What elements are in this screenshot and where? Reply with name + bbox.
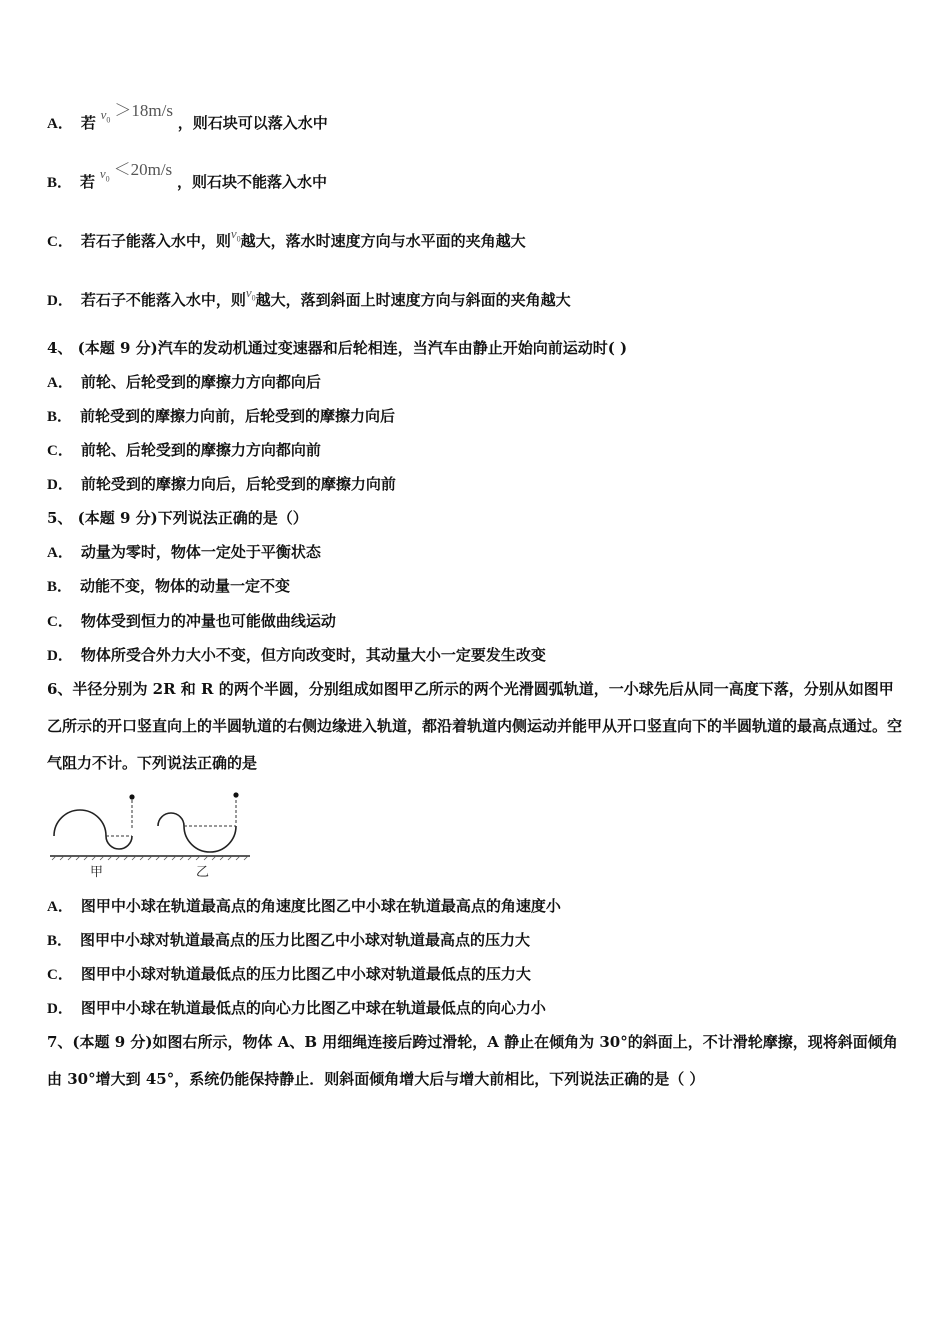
- q4-stem: 4、 (本题 9 分)汽车的发动机通过变速器和后轮相连，当汽车由静止开始向前运动时( ): [47, 339, 628, 357]
- option-label: B．: [47, 933, 73, 949]
- figure-label-yi: 乙: [196, 865, 210, 880]
- option-text: 图甲中小球在轨道最高点的角速度比图乙中小球在轨道最高点的角速度小: [80, 897, 561, 915]
- q6-option-d: [47, 998, 546, 1019]
- q6-option-b: [47, 930, 530, 951]
- option-label: C．: [47, 614, 73, 630]
- option-label: B．: [47, 579, 73, 595]
- q4-option-b: [47, 406, 395, 427]
- option-label: C．: [47, 234, 73, 250]
- option-text: 前轮、后轮受到的摩擦力方向都向后: [80, 373, 321, 391]
- option-text: 前轮、后轮受到的摩擦力方向都向前: [80, 441, 321, 459]
- q4-option-d: [47, 474, 396, 495]
- option-text-post: 越大，落到斜面上时速度方向与斜面的夹角越大: [255, 291, 571, 309]
- option-label: C．: [47, 967, 73, 983]
- q6-track-figure: [48, 788, 253, 880]
- option-text-post: ，则石块可以落入水中: [177, 114, 328, 132]
- option-text: 动能不变，物体的动量一定不变: [80, 577, 291, 595]
- option-text-post: 越大，落水时速度方向与水平面的夹角越大: [240, 232, 526, 250]
- q6-stem: 6、半径分别为 2R 和 R 的两个半圆，分别组成如图甲乙所示的两个光滑圆弧轨道，一小球先后从同一高度下落，分别从如图甲乙所示的开口竖直向上的半圆轨道的右侧边缘进入轨道，都沿着轨道内侧运动并能甲从开口竖直向下的半圆轨道的最高点通过。空气阻力不计。下列说法正确的是: [47, 680, 903, 772]
- option-label: A．: [47, 116, 73, 132]
- q7-stem: 7、(本题 9 分)如图右所示，物体 A、B 用细绳连接后跨过滑轮，A 静止在倾角为 30°的斜面上，不计滑轮摩擦，现将斜面倾角由 30°增大到 45°，系统仍能保持静止．则斜面倾角增大后与增大前相比，下列说法正确的是（ ）: [47, 1033, 898, 1088]
- formula: $v_0$: [245, 285, 256, 303]
- formula: $v_0$: [230, 226, 241, 244]
- q4-option-a: [47, 372, 321, 393]
- q3-option-a: [47, 101, 328, 140]
- option-label: A．: [47, 899, 73, 915]
- option-label: B．: [47, 175, 73, 191]
- track-yi-upper-arc: [158, 813, 184, 826]
- q5-option-c: [47, 611, 336, 632]
- formula: $v_0<20m/s$: [99, 160, 173, 184]
- q4-option-c: [47, 440, 321, 461]
- q5-option-b: [47, 576, 290, 597]
- option-label: A．: [47, 375, 73, 391]
- q6-option-c: [47, 964, 531, 985]
- option-text: 图甲中小球对轨道最高点的压力比图乙中小球对轨道最高点的压力大: [80, 931, 531, 949]
- q5-option-d: [47, 645, 546, 666]
- q5-stem: 5、 (本题 9 分)下列说法正确的是（）: [47, 509, 308, 527]
- track-jia-lower-arc: [106, 836, 132, 849]
- q3-option-c: [47, 226, 526, 258]
- option-label: B．: [47, 409, 73, 425]
- option-text: 物体受到恒力的冲量也可能做曲线运动: [80, 612, 336, 630]
- option-text: 前轮受到的摩擦力向前，后轮受到的摩擦力向后: [80, 407, 396, 425]
- option-text-pre: 若: [80, 173, 96, 191]
- option-text: 图甲中小球在轨道最低点的向心力比图乙中球在轨道最低点的向心力小: [80, 999, 546, 1017]
- option-label: D．: [47, 293, 73, 309]
- option-text-pre: 若: [80, 114, 96, 132]
- option-label: A．: [47, 545, 73, 561]
- q6-option-a: [47, 896, 561, 917]
- ball-yi: [233, 792, 238, 797]
- option-label: D．: [47, 648, 73, 664]
- option-text-pre: 若石子能落入水中，则: [80, 232, 231, 250]
- option-text-pre: 若石子不能落入水中，则: [80, 291, 246, 309]
- option-label: D．: [47, 1001, 73, 1017]
- option-label: D．: [47, 477, 73, 493]
- q5-option-a: [47, 542, 321, 563]
- option-text: 物体所受合外力大小不变，但方向改变时，其动量大小一定要发生改变: [80, 646, 546, 664]
- formula: $v_0>18m/s$: [100, 101, 173, 125]
- option-text: 动量为零时，物体一定处于平衡状态: [80, 543, 321, 561]
- option-text: 图甲中小球对轨道最低点的压力比图乙中小球对轨道最低点的压力大: [80, 965, 531, 983]
- q3-option-d: [47, 285, 571, 317]
- option-text-post: ，则石块不能落入水中: [176, 173, 327, 191]
- option-label: C．: [47, 443, 73, 459]
- option-text: 前轮受到的摩擦力向后，后轮受到的摩擦力向前: [80, 475, 396, 493]
- track-yi-lower-arc: [184, 826, 236, 852]
- ball-jia: [129, 794, 134, 799]
- figure-label-jia: 甲: [90, 865, 104, 880]
- q3-option-b: [47, 160, 327, 199]
- track-jia-upper-arc: [54, 810, 106, 836]
